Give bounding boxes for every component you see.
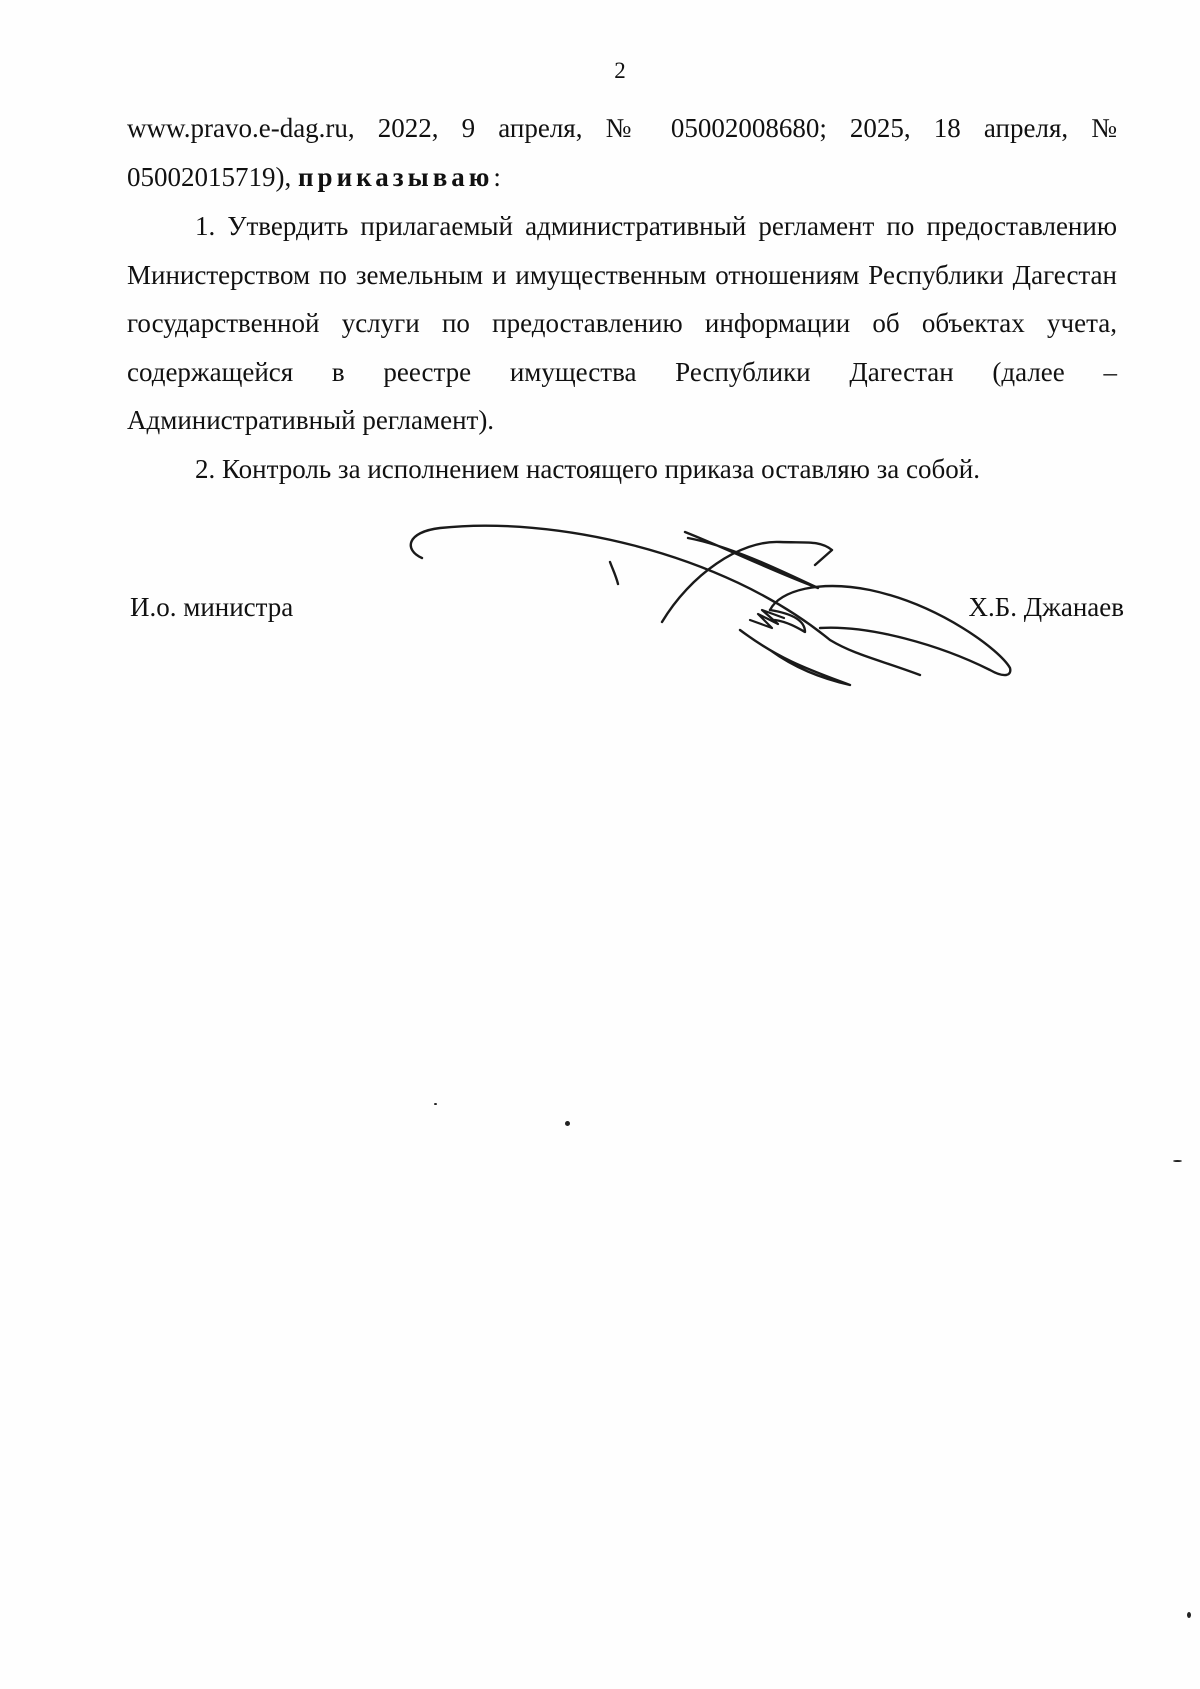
- paragraph-intro-ending: [127, 104, 1117, 201]
- paragraph-item-2: 2. Контроль за исполнением настоящего приказа оставляю за собой.: [195, 454, 980, 484]
- order-keyword: приказываю: [298, 161, 494, 192]
- scan-speck: [1187, 1612, 1191, 1618]
- signatory-name: Х.Б. Джанаев: [968, 592, 1124, 622]
- scan-speck: [434, 1103, 437, 1105]
- paragraph-item-1: 1. Утвердить прилагаемый административный регламент по предоставлению Министерством по земельным и имущественным отношениям Республики Дагестан государственной услуги по предоставлению информации об объектах учета, содержащейся в реестре имущества Республики Дагестан (далее – Административный регламент).: [127, 211, 1117, 435]
- page-number: 2: [614, 58, 626, 83]
- signatory-title: И.о. министра: [130, 592, 294, 622]
- scan-speck: [1173, 1160, 1182, 1162]
- paragraph-intro-text: www.pravo.e-dag.ru, 2022, 9 апреля, № 05002008680; 2025, 18 апреля, № 05002015719),: [127, 113, 1117, 192]
- scan-speck: [565, 1121, 570, 1126]
- order-keyword-colon: :: [493, 161, 501, 192]
- handwritten-signature: [400, 510, 1100, 750]
